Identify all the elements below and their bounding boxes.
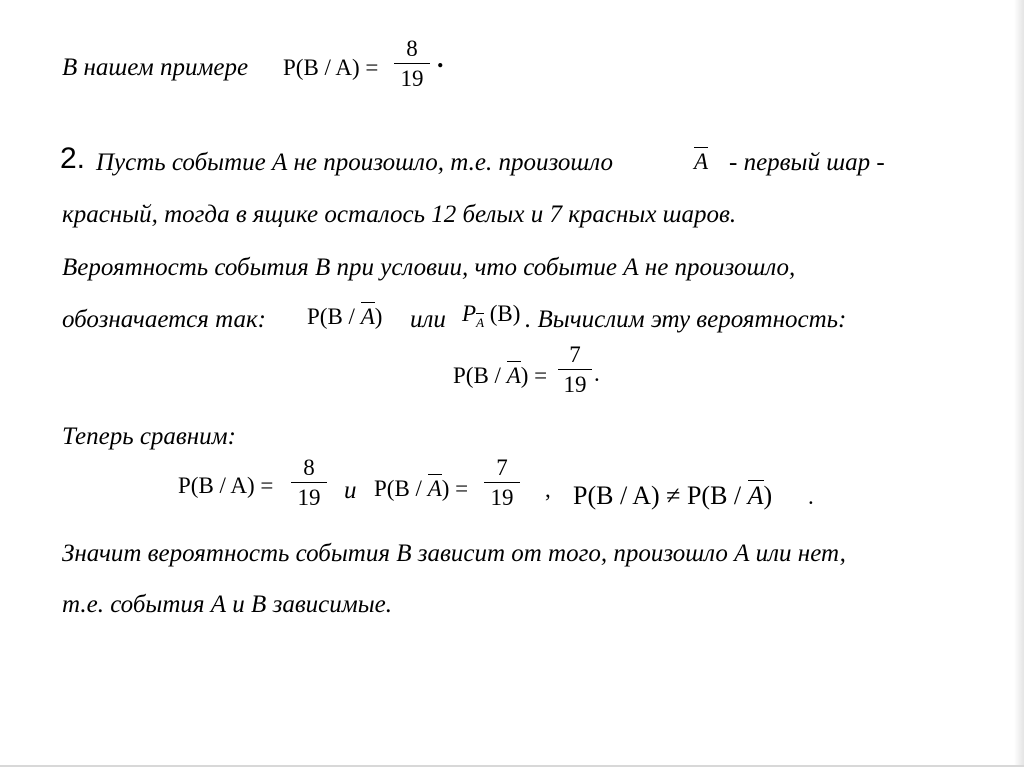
a-complement: A [694, 149, 709, 174]
and-word: и [344, 477, 357, 504]
calc-denominator: 19 [558, 369, 592, 396]
compare-formula-2: P(B / A) = [374, 476, 469, 501]
calc-fraction [558, 343, 592, 396]
item2-line2: красный, тогда в ящике осталось 12 белых и 7 красных шаров. [62, 201, 737, 228]
item2-line4-text: обозначается так: [62, 306, 267, 333]
compare-fraction-2 [484, 456, 520, 509]
compare-formula-1: P(B / A) = [178, 473, 274, 498]
line1-fraction [394, 37, 430, 90]
compare-numerator-2: 7 [496, 455, 508, 480]
line1-period: . [437, 44, 444, 73]
notation-formula-2: $P_A$ (B) [462, 301, 521, 330]
item2-line3: Вероятность события В при условии, что событие А не произошло, [62, 254, 796, 281]
line1-denominator: 19 [394, 63, 430, 90]
calc-numerator: 7 [569, 342, 581, 367]
inequality-period: . [808, 484, 814, 509]
item2-line1-text: Пусть событие А не произошло, т.е. произошло [96, 149, 613, 176]
calc-period: . [594, 361, 600, 386]
or-word: или [410, 306, 446, 333]
compare-fraction-1 [291, 456, 327, 509]
item-number: 2. [60, 142, 86, 175]
compare-numerator-1: 8 [303, 455, 315, 480]
compare-denominator-1: 19 [291, 482, 327, 509]
conclusion-line2: т.е. события А и В зависимые. [62, 591, 393, 618]
line1-text: В нашем примере [62, 54, 249, 81]
compare-label: Теперь сравним: [62, 423, 236, 450]
line1-numerator: 8 [406, 36, 418, 61]
item2-line1-tail: - первый шар - [729, 149, 885, 176]
compare-comma: , [545, 477, 551, 502]
calc-formula: P(B / A) = [453, 363, 548, 388]
slide-edge-shadow [1014, 0, 1024, 767]
line1-formula: P(B / A) = [283, 55, 379, 80]
conclusion-line1: Значит вероятность события В зависит от того, произошло А или нет, [62, 540, 846, 567]
inequality: P(B / A) ≠ P(B / A) [573, 481, 773, 510]
item2-line4-tail: . Вычислим эту вероятность: [525, 306, 847, 333]
compare-denominator-2: 19 [484, 482, 520, 509]
notation-formula-1: P(B / A) [307, 304, 383, 329]
